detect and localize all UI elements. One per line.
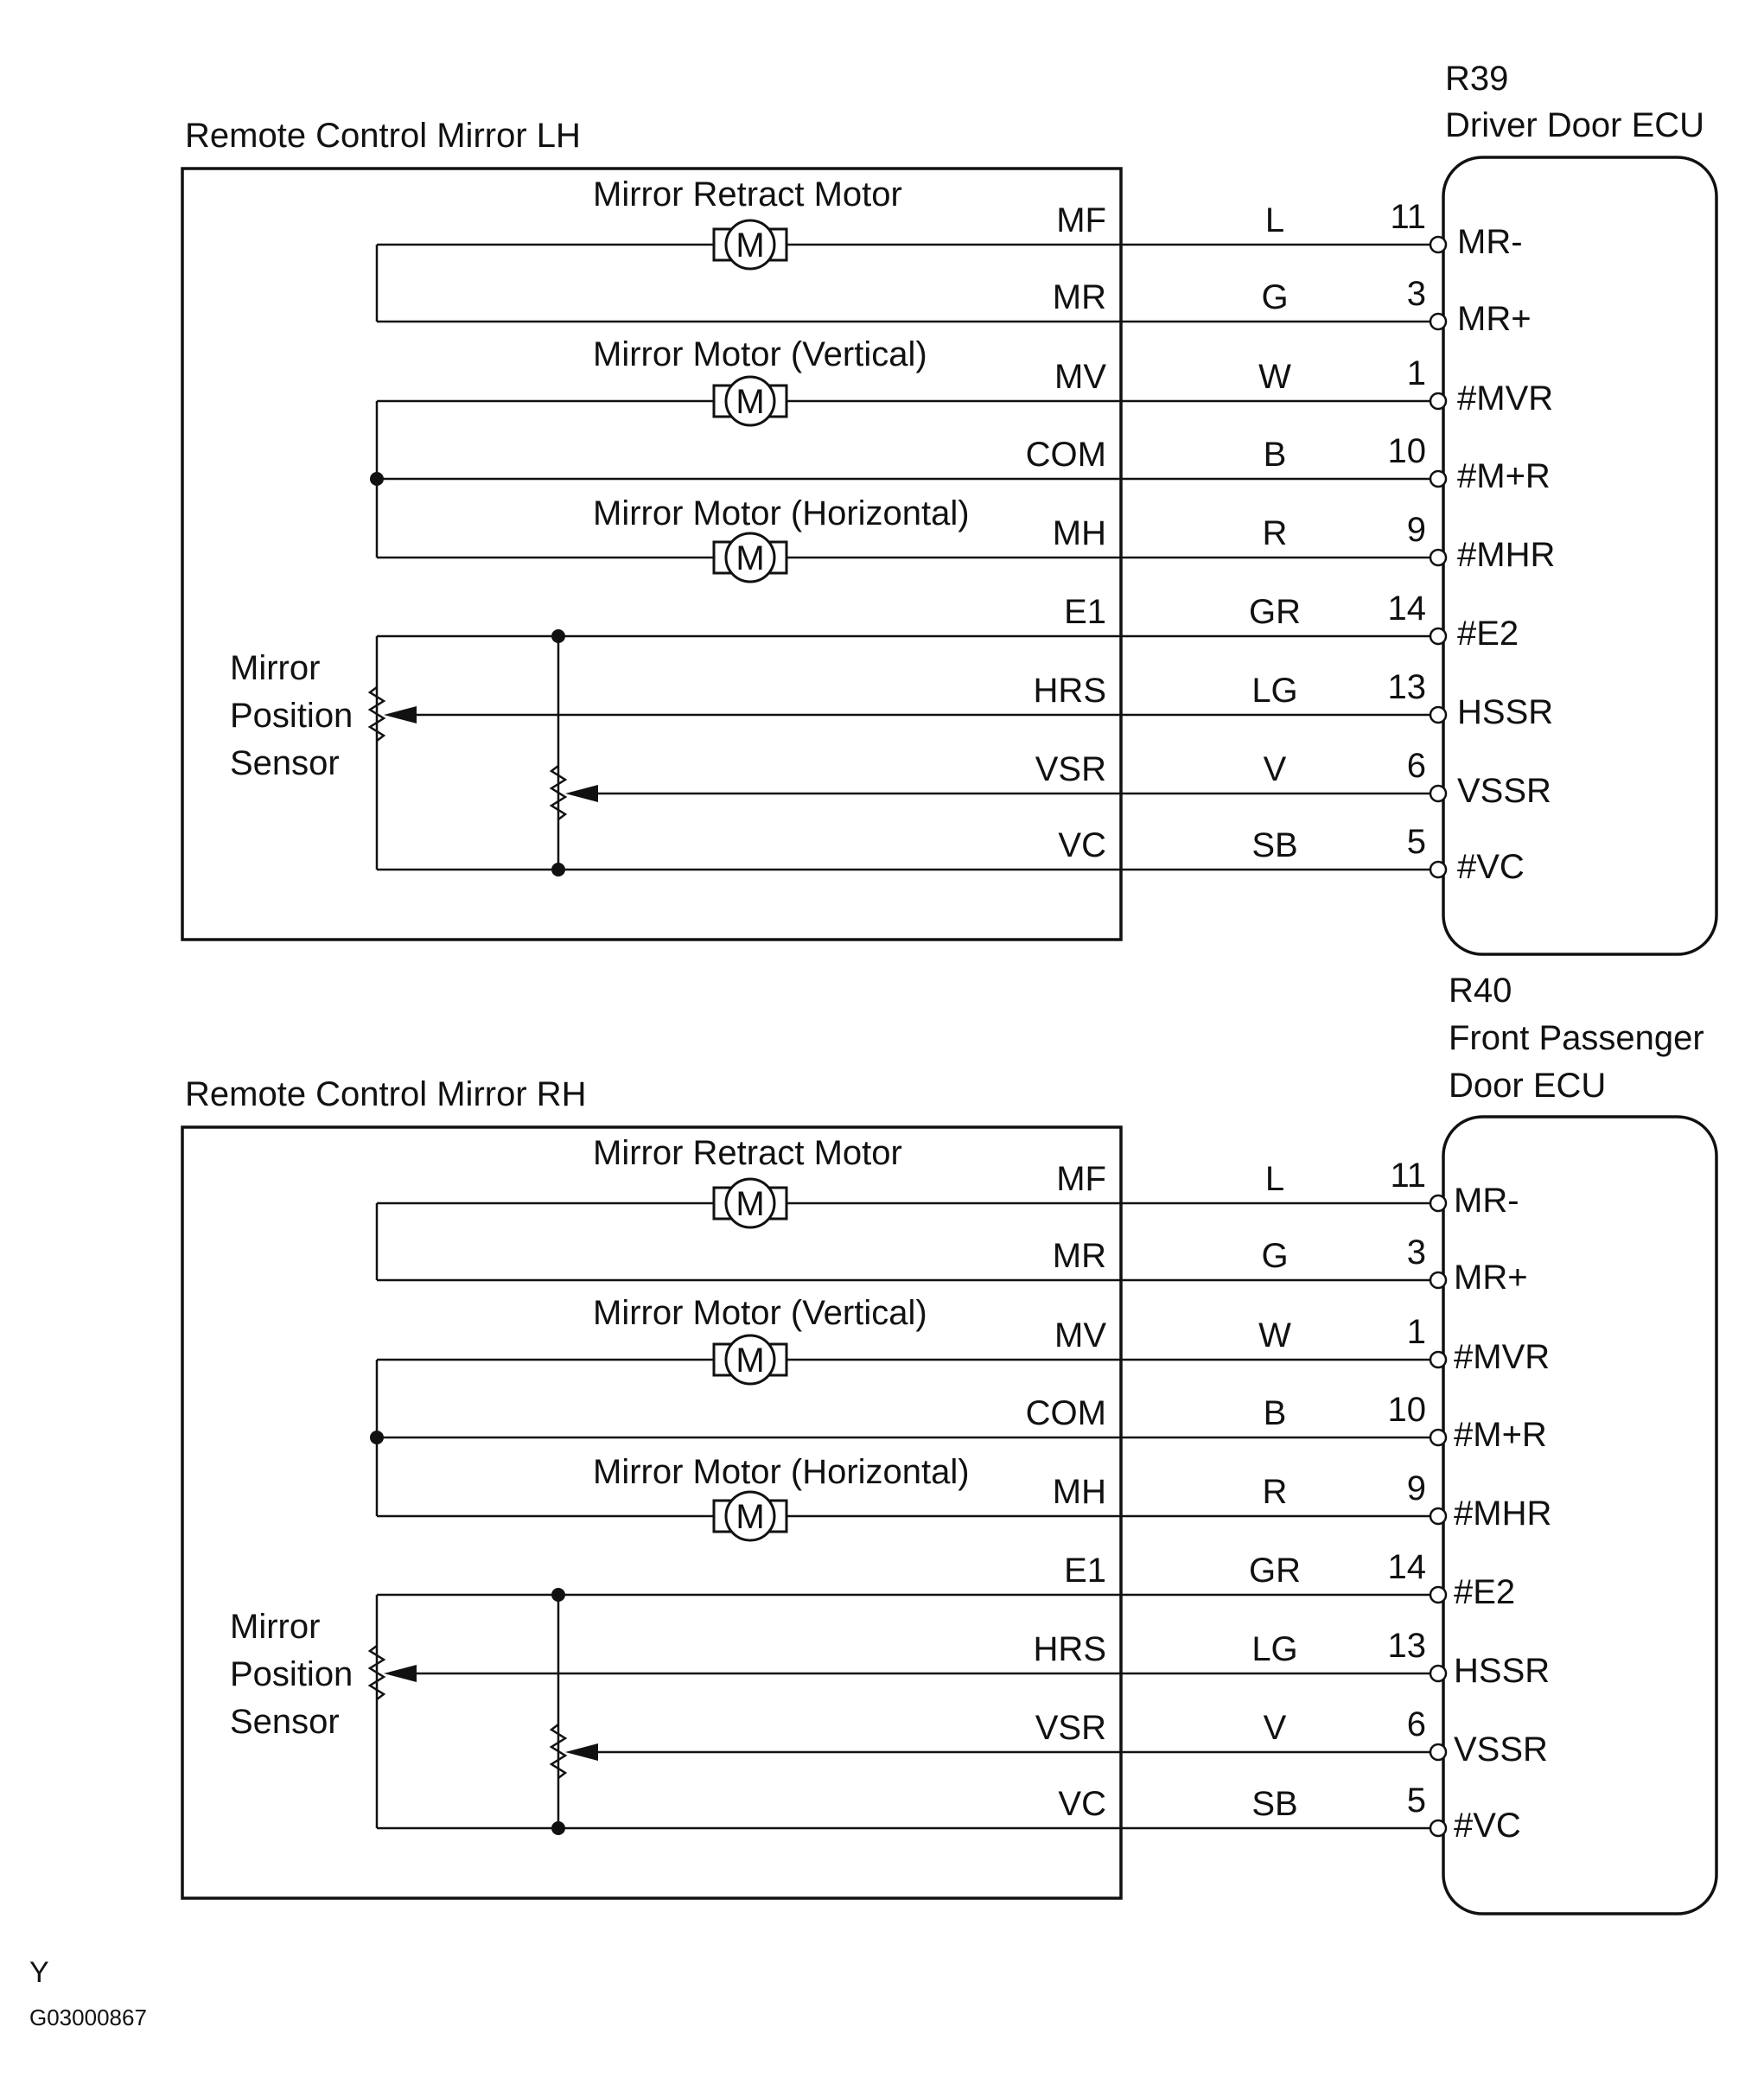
ecu-name-line: Front Passenger <box>1449 1019 1704 1057</box>
sensor-label-line: Sensor <box>230 1703 340 1741</box>
ecu-name-line: Door ECU <box>1449 1067 1607 1105</box>
pin-number: 5 <box>1406 823 1426 861</box>
pin-connector <box>1430 1352 1446 1367</box>
vertical-motor-label: Mirror Motor (Vertical) <box>593 335 927 373</box>
wire-MR <box>377 1233 1528 1297</box>
mirror-terminal: VSR <box>1035 1709 1106 1747</box>
mirror-terminal: VSR <box>1035 750 1106 788</box>
wire-color: G <box>1261 1237 1289 1275</box>
mirror-terminal: HRS <box>1033 672 1106 710</box>
motor-symbol <box>714 1335 786 1384</box>
mirror-title: Remote Control Mirror RH <box>185 1075 587 1113</box>
pin-number: 11 <box>1390 1157 1426 1195</box>
svg-text:M: M <box>736 383 765 421</box>
ecu-terminal: #VC <box>1454 1807 1521 1845</box>
pin-number: 14 <box>1387 590 1426 628</box>
wire-color: LG <box>1251 672 1298 710</box>
mirror-terminal: MR <box>1052 278 1106 316</box>
wire-MF <box>377 198 1523 261</box>
ecu-terminal: #M+R <box>1454 1416 1547 1454</box>
pin-connector <box>1430 862 1446 877</box>
image-code: G03000867 <box>29 2005 147 2030</box>
pin-number: 14 <box>1387 1548 1426 1586</box>
pin-number: 10 <box>1387 1391 1426 1429</box>
svg-text:M: M <box>736 1498 765 1536</box>
pin-connector <box>1430 1820 1446 1836</box>
motor-symbol <box>714 1492 786 1540</box>
pin-connector <box>1430 471 1446 487</box>
pin-connector <box>1430 1508 1446 1524</box>
mirror-terminal: MV <box>1054 358 1106 396</box>
wire-color: LG <box>1251 1630 1298 1668</box>
wire-VC <box>377 1781 1521 1845</box>
mirror-box <box>182 1127 1121 1898</box>
pin-connector <box>1430 1666 1446 1681</box>
ecu-terminal: HSSR <box>1454 1652 1551 1690</box>
sensor-label-line: Position <box>230 697 353 735</box>
section-rh <box>182 972 1716 1914</box>
ecu-terminal: #E2 <box>1457 615 1519 653</box>
wire-color: G <box>1261 278 1289 316</box>
vertical-motor-label: Mirror Motor (Vertical) <box>593 1294 927 1332</box>
wire-MV <box>377 1313 1550 1376</box>
mirror-terminal: HRS <box>1033 1630 1106 1668</box>
ecu-terminal: MR- <box>1454 1182 1519 1220</box>
wire-color: B <box>1263 1394 1287 1432</box>
wire-MV <box>377 354 1553 417</box>
mirror-terminal: MR <box>1052 1237 1106 1275</box>
ecu-terminal: VSSR <box>1454 1731 1548 1769</box>
ecu-terminal: #MHR <box>1457 536 1556 574</box>
wire-color: SB <box>1251 1785 1298 1823</box>
wire-color: GR <box>1249 593 1301 631</box>
svg-text:M: M <box>736 539 765 577</box>
pin-number: 5 <box>1406 1781 1426 1820</box>
wire-E1 <box>377 590 1519 653</box>
ecu-terminal: MR+ <box>1454 1259 1528 1297</box>
mirror-terminal: E1 <box>1064 593 1106 631</box>
pin-connector <box>1430 314 1446 329</box>
mirror-terminal: VC <box>1058 1785 1106 1823</box>
motor-symbol <box>714 533 786 582</box>
wire-COM <box>377 1391 1547 1454</box>
ecu-terminal: VSSR <box>1457 772 1551 810</box>
pin-number: 11 <box>1390 198 1426 236</box>
wire-color: W <box>1258 1316 1291 1354</box>
pin-number: 13 <box>1387 668 1426 706</box>
pin-connector <box>1430 1195 1446 1211</box>
wire-MF <box>377 1157 1519 1220</box>
svg-text:M: M <box>736 226 765 265</box>
pin-connector <box>1430 237 1446 252</box>
sensor-label-line: Sensor <box>230 744 340 782</box>
corner-mark: Y <box>29 1956 49 1989</box>
pin-number: 3 <box>1406 1233 1426 1272</box>
sensor-label-line: Mirror <box>230 649 321 687</box>
pin-number: 9 <box>1406 1469 1426 1507</box>
wire-VSR <box>598 1705 1548 1769</box>
pin-connector <box>1430 1272 1446 1288</box>
ecu-code: R40 <box>1449 972 1512 1010</box>
motor-symbol <box>714 377 786 425</box>
ecu-terminal: MR- <box>1457 223 1523 261</box>
mirror-terminal: E1 <box>1064 1552 1106 1590</box>
wire-color: W <box>1258 358 1291 396</box>
pin-connector <box>1430 550 1446 565</box>
ecu-terminal: #VC <box>1457 848 1525 886</box>
svg-text:M: M <box>736 1185 765 1223</box>
sensor-label-line: Position <box>230 1655 353 1693</box>
mirror-terminal: MF <box>1056 201 1106 239</box>
wire-color: V <box>1263 1709 1287 1747</box>
pin-connector <box>1430 393 1446 409</box>
section-lh <box>182 60 1716 954</box>
ecu-code: R39 <box>1445 60 1509 98</box>
mirror-terminal: COM <box>1025 1394 1106 1432</box>
wire-color: L <box>1264 201 1285 239</box>
horizontal-motor-label: Mirror Motor (Horizontal) <box>593 1453 970 1491</box>
wire-COM <box>377 432 1551 495</box>
wire-VC <box>377 823 1525 886</box>
mirror-internal-wiring <box>370 245 565 876</box>
motor-symbol <box>714 220 786 269</box>
motor-symbol <box>714 1179 786 1227</box>
ecu-terminal: #E2 <box>1454 1573 1516 1611</box>
pin-number: 3 <box>1406 275 1426 313</box>
pin-connector <box>1430 707 1446 723</box>
pin-number: 6 <box>1406 747 1426 785</box>
pin-number: 10 <box>1387 432 1426 470</box>
ecu-terminal: MR+ <box>1457 300 1532 338</box>
sensor-label-line: Mirror <box>230 1608 321 1646</box>
pin-connector <box>1430 1744 1446 1760</box>
pin-connector <box>1430 1587 1446 1603</box>
ecu-terminal: #MVR <box>1454 1338 1551 1376</box>
mirror-terminal: COM <box>1025 436 1106 474</box>
ecu-terminal: #M+R <box>1457 457 1551 495</box>
pin-connector <box>1430 1430 1446 1445</box>
wire-MR <box>377 275 1532 338</box>
horizontal-motor-label: Mirror Motor (Horizontal) <box>593 494 970 532</box>
mirror-internal-wiring <box>370 1203 565 1835</box>
retract-motor-label: Mirror Retract Motor <box>593 175 902 214</box>
pin-connector <box>1430 786 1446 801</box>
ecu-terminal: HSSR <box>1457 693 1554 731</box>
mirror-terminal: MH <box>1052 514 1106 552</box>
mirror-terminal: VC <box>1058 826 1106 864</box>
pin-number: 6 <box>1406 1705 1426 1743</box>
pin-number: 1 <box>1406 1313 1426 1351</box>
mirror-title: Remote Control Mirror LH <box>185 117 581 155</box>
retract-motor-label: Mirror Retract Motor <box>593 1134 902 1172</box>
wire-color: B <box>1263 436 1287 474</box>
pin-number: 1 <box>1406 354 1426 392</box>
wire-color: SB <box>1251 826 1298 864</box>
mirror-terminal: MV <box>1054 1316 1106 1354</box>
wire-color: L <box>1264 1160 1285 1198</box>
ecu-terminal: #MHR <box>1454 1495 1552 1533</box>
mirror-box <box>182 169 1121 940</box>
pin-number: 13 <box>1387 1627 1426 1665</box>
wire-color: R <box>1262 514 1288 552</box>
mirror-terminal: MH <box>1052 1473 1106 1511</box>
ecu-terminal: #MVR <box>1457 379 1554 417</box>
wire-color: R <box>1262 1473 1288 1511</box>
wire-color: V <box>1263 750 1287 788</box>
wire-HRS <box>417 1627 1550 1690</box>
wire-color: GR <box>1249 1552 1301 1590</box>
wire-HRS <box>417 668 1553 731</box>
pin-number: 9 <box>1406 511 1426 549</box>
ecu-name-line: Driver Door ECU <box>1445 106 1705 144</box>
svg-text:M: M <box>736 1342 765 1380</box>
wire-E1 <box>377 1548 1515 1611</box>
wire-VSR <box>598 747 1551 810</box>
mirror-terminal: MF <box>1056 1160 1106 1198</box>
pin-connector <box>1430 628 1446 644</box>
